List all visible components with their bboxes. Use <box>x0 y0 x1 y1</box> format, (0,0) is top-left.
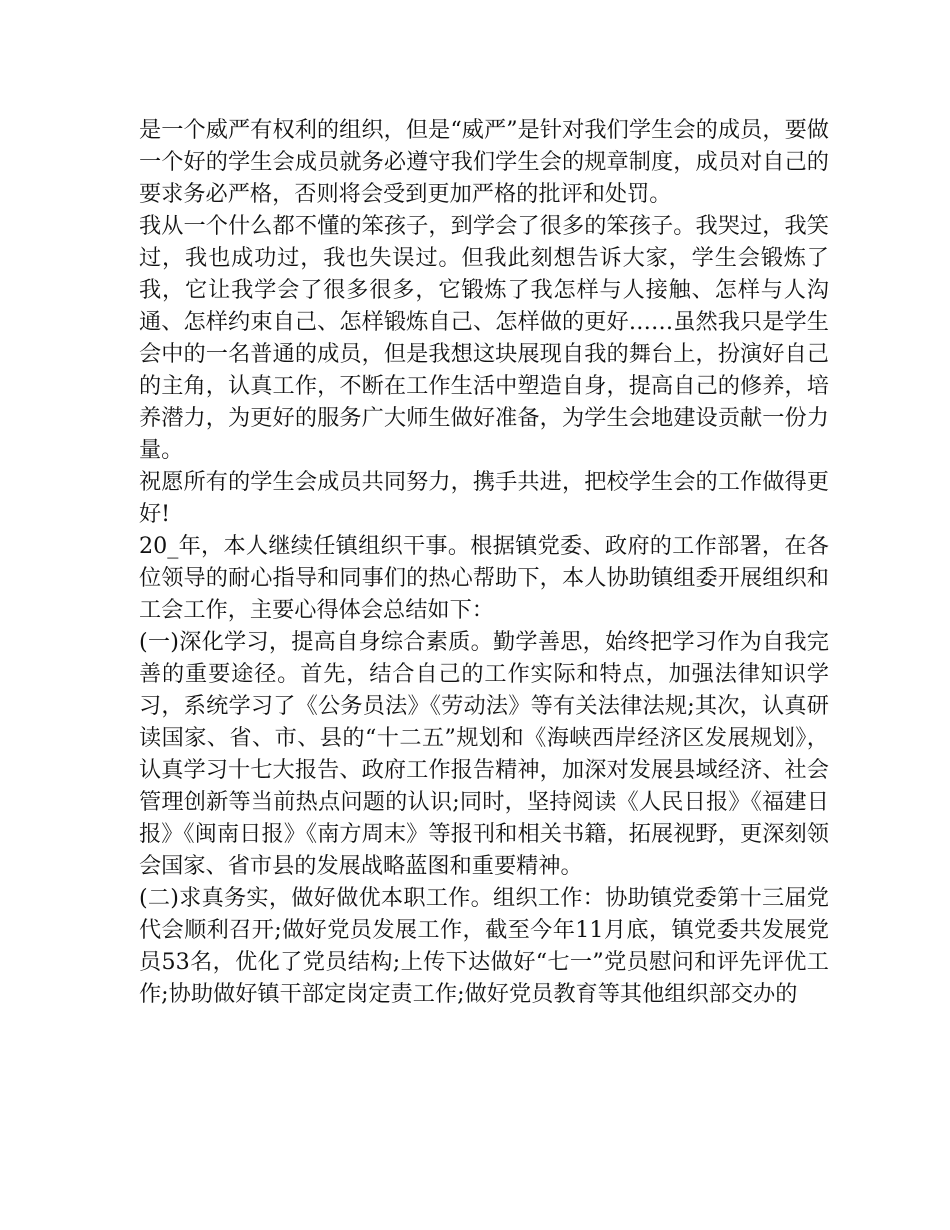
paragraph-work-summary-intro: 20_年，本人继续任镇组织干事。根据镇党委、政府的工作部署，在各位领导的耐心指导和同事们的热心帮助下，本人协助镇组委开展组织和工会工作，主要心得体会总结如下： <box>139 533 829 623</box>
document-body <box>139 114 829 1010</box>
paragraph-student-union-rules: 是一个威严有权利的组织，但是“威严”是针对我们学生会的成员，要做一个好的学生会成员就务必遵守我们学生会的规章制度，成员对自己的要求务必严格，否则将会受到更加严格的批评和处罚。 <box>139 117 829 207</box>
paragraph-personal-growth: 我从一个什么都不懂的笨孩子，到学会了很多的笨孩子。我哭过，我笑过，我也成功过，我也失误过。但我此刻想告诉大家，学生会锻炼了我，它让我学会了很多很多，它锻炼了我怎样与人接触、怎样与人沟通、怎样约束自己、怎样锻炼自己、怎样做的更好……虽然我只是学生会中的一名普通的成员，但是我想这块展现自我的舞台上，扮演好自己的主角，认真工作，不断在工作生活中塑造自身，提高自己的修养，培养潜力，为更好的服务广大师生做好准备，为学生会地建设贡献一份力量。 <box>139 213 829 463</box>
paragraph-section-one-study: (一)深化学习，提高自身综合素质。勤学善思，始终把学习作为自我完善的重要途径。首先，结合自己的工作实际和特点，加强法律知识学习，系统学习了《公务员法》《劳动法》等有关法律法规;其次，认真研读国家、省、市、县的“十二五”规划和《海峡西岸经济区发展规划》，认真学习十七大报告、政府工作报告精神，加深对发展县域经济、社会管理创新等当前热点问题的认识;同时，坚持阅读《人民日报》《福建日报》《闽南日报》《南方周末》等报刊和相关书籍，拓展视野，更深刻领会国家、省市县的发展战略蓝图和重要精神。 <box>139 629 829 879</box>
paragraph-wishes: 祝愿所有的学生会成员共同努力，携手共进，把校学生会的工作做得更好! <box>139 469 829 527</box>
paragraph-section-two-duties: (二)求真务实，做好做优本职工作。组织工作：协助镇党委第十三届党代会顺利召开;做好党员发展工作，截至今年11月底，镇党委共发展党员53名，优化了党员结构;上传下达做好“七一”党员慰问和评先评优工作;协助做好镇干部定岗定责工作;做好党员教育等其他组织部交办的 <box>139 885 829 1007</box>
